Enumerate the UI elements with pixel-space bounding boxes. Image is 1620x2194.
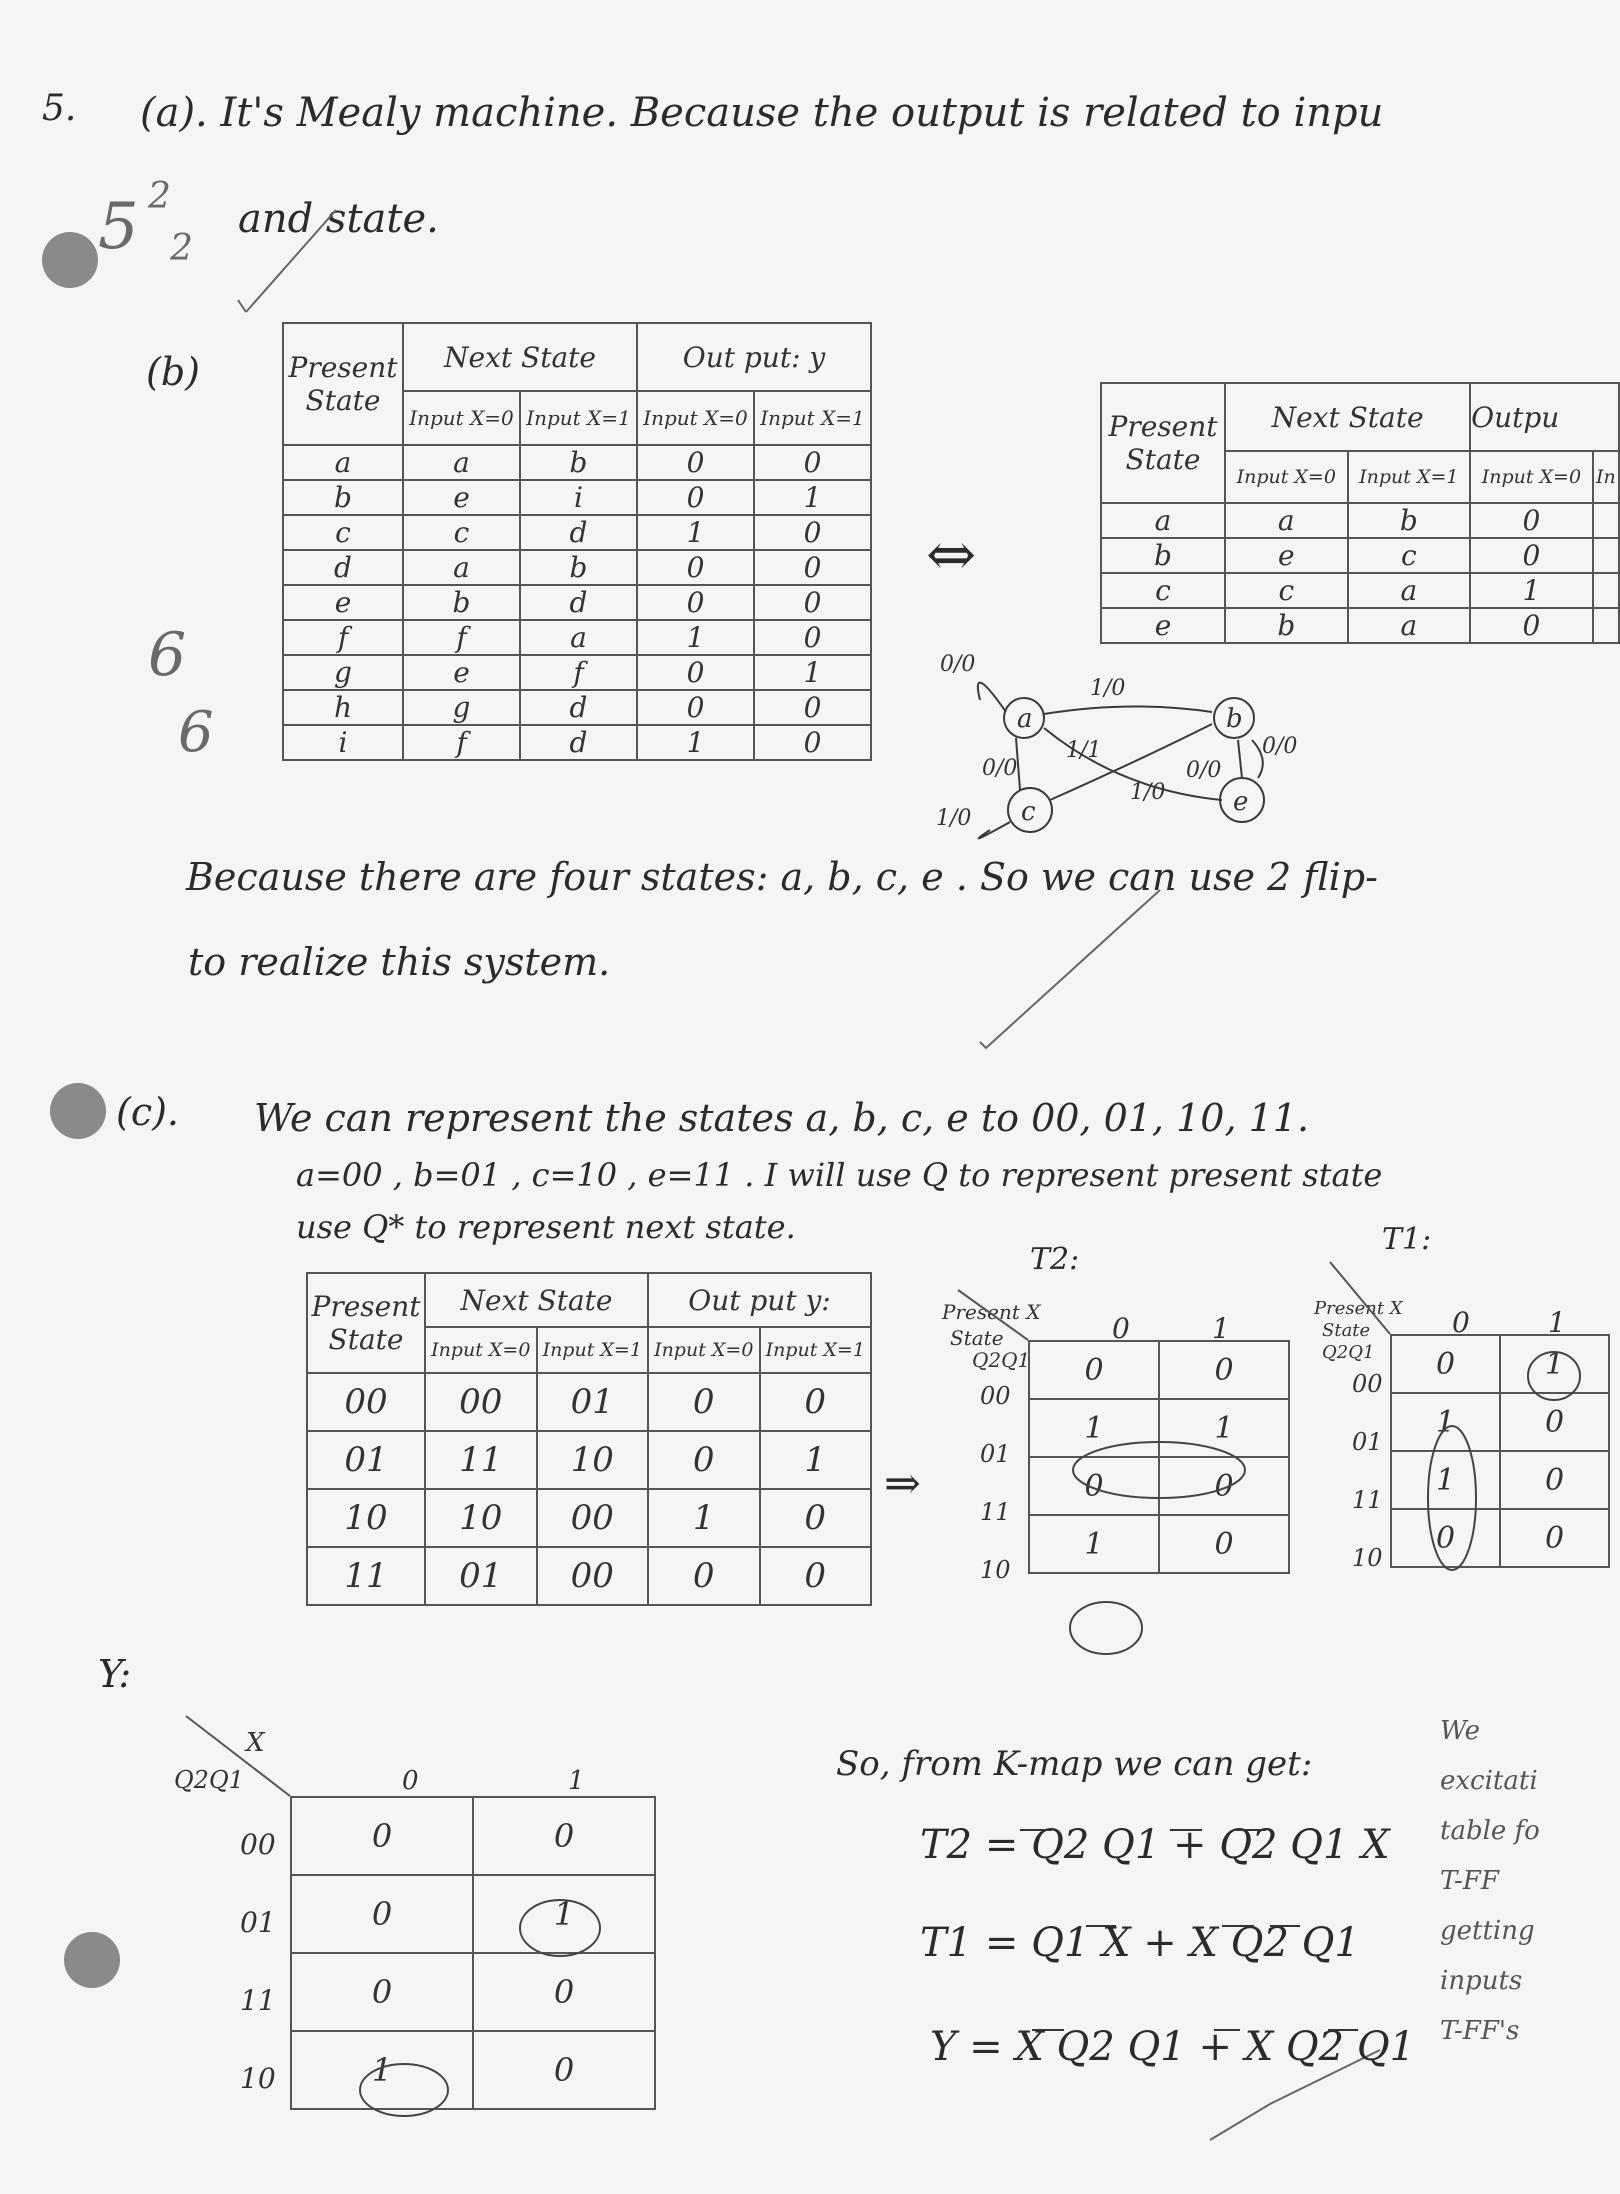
header-output-x1-reduced: In [1593, 451, 1619, 503]
t2-kmap-row [1029, 1515, 1289, 1573]
state-table-reduced-cell [1593, 538, 1619, 573]
equation-t2 [920, 1822, 1390, 1868]
equivalence-arrow: ⇔ [926, 520, 977, 590]
state-table-original-cell: 0 [754, 585, 871, 620]
state-table-original-row [283, 445, 871, 480]
equation-t1 [920, 1920, 1360, 1966]
part-b-score-den: 6 [178, 700, 214, 765]
part-b-conclusion-line1: Because there are four states: a, b, c, e . So we can use 2 flip- [186, 855, 1378, 899]
t1-kmap-cell: 0 [1500, 1451, 1609, 1509]
state-table-encoded-cell: 1 [760, 1431, 872, 1489]
part-c-line2: a=00 , b=01 , c=10 , e=11 . I will use Q to represent present state [296, 1156, 1383, 1194]
t1-kmap-cell: 0 [1500, 1393, 1609, 1451]
node-label-a: a [1017, 704, 1033, 734]
y-kmap-cell: 0 [291, 1953, 473, 2031]
state-table-encoded-cell: 0 [648, 1547, 760, 1605]
state-table-original-cell: f [520, 655, 637, 690]
y-kmap-row-label: 01 [240, 1906, 276, 1939]
state-table-original-cell: g [403, 690, 520, 725]
t2-kmap-cell: 0 [1029, 1457, 1159, 1515]
side-note-line: T-FF's [1440, 2016, 1520, 2046]
t1-kmap-cell: 0 [1500, 1509, 1609, 1567]
state-table-reduced-row [1101, 538, 1619, 573]
state-table-reduced-cell: a [1348, 608, 1471, 643]
t1-corner-mid: State [1322, 1320, 1371, 1341]
state-node-b [1214, 698, 1254, 738]
state-table-original-cell: c [283, 515, 403, 550]
state-table-original-cell: h [283, 690, 403, 725]
state-table-reduced-cell [1593, 503, 1619, 538]
t2-kmap-cell: 0 [1159, 1457, 1289, 1515]
state-table-original-cell: e [283, 585, 403, 620]
node-label-c: c [1021, 797, 1036, 827]
state-table-original-row [283, 480, 871, 515]
y-kmap-cell: 0 [473, 1797, 655, 1875]
diagram-label-8: 1/0 [936, 806, 972, 831]
header-input-x1: Input X=1 [520, 391, 637, 445]
y-kmap-cell: 1 [473, 1875, 655, 1953]
state-table-reduced-row [1101, 503, 1619, 538]
header-input-x0-encoded: Input X=0 [425, 1327, 537, 1373]
binder-hole-top [42, 232, 98, 288]
y-kmap-cell: 0 [291, 1797, 473, 1875]
y-kmap-row-label: 10 [240, 2062, 276, 2095]
state-table-original-cell: 0 [637, 655, 754, 690]
t2-kmap-cell: 0 [1159, 1341, 1289, 1399]
t1-kmap-row [1391, 1509, 1609, 1567]
state-table-original-row [283, 690, 871, 725]
state-table-original-cell: i [283, 725, 403, 760]
state-table-original-cell: e [403, 480, 520, 515]
t1-kmap-cell: 1 [1391, 1451, 1500, 1509]
state-table-reduced-cell: b [1348, 503, 1471, 538]
t1-col-1: 1 [1548, 1306, 1566, 1339]
header-output-reduced: Outpu [1470, 383, 1619, 451]
state-table-original-cell: d [520, 690, 637, 725]
node-label-e: e [1233, 787, 1249, 817]
state-node-c [1008, 788, 1052, 832]
header-input-x0: Input X=0 [403, 391, 520, 445]
state-table-original-cell: b [403, 585, 520, 620]
edge-b-e [1238, 740, 1242, 778]
header-output-x0-encoded: Input X=0 [648, 1327, 760, 1373]
header-next-state: Next State [403, 323, 637, 391]
state-table-encoded-cell: 0 [648, 1373, 760, 1431]
t2-kmap-cell: 0 [1029, 1341, 1159, 1399]
header-output-x1-encoded: Input X=1 [760, 1327, 872, 1373]
state-table-original-row [283, 550, 871, 585]
edge-a-b [1044, 706, 1212, 714]
t1-kmap-row [1391, 1451, 1609, 1509]
state-table-reduced-cell: 0 [1470, 608, 1593, 643]
t2-col-1: 1 [1212, 1312, 1230, 1345]
state-table-encoded-cell: 11 [425, 1431, 537, 1489]
diagram-label-2: 1/0 [1090, 676, 1126, 701]
y-kmap-title: Y: [98, 1652, 132, 1696]
side-note-line: excitati [1440, 1766, 1538, 1796]
y-kmap-cell: 0 [473, 1953, 655, 2031]
t2-grouping-10 [1070, 1602, 1142, 1654]
side-note-line: T-FF [1440, 1866, 1499, 1896]
y-corner-q: Q2Q1 [174, 1766, 244, 1794]
t2-kmap [1028, 1340, 1290, 1574]
state-table-encoded-cell: 00 [537, 1489, 649, 1547]
state-table-encoded-cell: 00 [307, 1373, 425, 1431]
state-table-original-cell: f [283, 620, 403, 655]
state-table-original-row [283, 655, 871, 690]
state-table-original-row [283, 515, 871, 550]
part-a-answer-line1: (a). It's Mealy machine. Because the output is related to inpu [140, 90, 1384, 136]
state-table-reduced-cell: 0 [1470, 503, 1593, 538]
y-corner-x: X [246, 1728, 265, 1758]
t2-kmap-cell: 1 [1029, 1399, 1159, 1457]
self-loop-c [979, 822, 1010, 838]
state-table-encoded-cell: 10 [537, 1431, 649, 1489]
state-table-original-cell: 0 [754, 515, 871, 550]
state-table-original-row [283, 620, 871, 655]
t2-kmap-row [1029, 1399, 1289, 1457]
t2-kmap-title: T2: [1030, 1242, 1080, 1277]
state-table-original-cell: b [520, 445, 637, 480]
state-table-encoded-row [307, 1489, 871, 1547]
state-table-reduced [1100, 382, 1620, 644]
state-table-reduced-cell: a [1348, 573, 1471, 608]
equation-y [930, 2024, 1415, 2070]
diagram-label-7: 0/0 [1262, 734, 1298, 759]
state-table-original-cell: f [403, 620, 520, 655]
binder-hole-bottom [64, 1932, 120, 1988]
equation-t2-lhs: T2 = [920, 1822, 1019, 1868]
state-table-reduced-cell: b [1101, 538, 1225, 573]
diagram-label-6: 0/0 [1186, 758, 1222, 783]
state-table-reduced-cell: e [1225, 538, 1348, 573]
state-table-original-cell: c [403, 515, 520, 550]
self-loop-a [978, 683, 1006, 712]
state-table-original-cell: 1 [637, 725, 754, 760]
state-table-original-cell: a [403, 550, 520, 585]
side-note-line: getting [1440, 1916, 1535, 1946]
state-table-original-cell: a [403, 445, 520, 480]
side-note-line: inputs [1440, 1966, 1523, 1996]
part-b-conclusion-line2: to realize this system. [188, 940, 611, 984]
state-table-encoded-cell: 10 [307, 1489, 425, 1547]
state-table-original-cell: d [520, 725, 637, 760]
side-note-line: We [1440, 1716, 1480, 1746]
state-table-original-cell: 1 [637, 620, 754, 655]
state-table-encoded-row [307, 1547, 871, 1605]
state-table-original-cell: d [520, 585, 637, 620]
t2-kmap-row-label: 00 [980, 1382, 1011, 1410]
state-table-original-cell: f [403, 725, 520, 760]
state-table-original-row [283, 585, 871, 620]
state-table-original-cell: d [283, 550, 403, 585]
state-table-encoded-cell: 10 [425, 1489, 537, 1547]
state-table-original-cell: 0 [754, 550, 871, 585]
header-present-state: Present State [283, 323, 403, 445]
t2-kmap-cell: 1 [1029, 1515, 1159, 1573]
header-output-encoded: Out put y: [648, 1273, 871, 1327]
t1-kmap-row-label: 00 [1352, 1370, 1383, 1398]
state-table-reduced-cell [1593, 608, 1619, 643]
y-kmap-row [291, 1875, 655, 1953]
state-table-reduced-cell [1593, 573, 1619, 608]
equation-t1-rhs: Q1 X + X Q2 Q1 [1031, 1920, 1360, 1966]
t1-kmap-row-label: 10 [1352, 1544, 1383, 1572]
state-table-original-cell: 0 [754, 690, 871, 725]
check-mark-b [980, 890, 1160, 1048]
part-c-line3: use Q* to represent next state. [296, 1208, 796, 1246]
t2-kmap-row-label: 11 [980, 1498, 1011, 1526]
header-input-x1-encoded: Input X=1 [537, 1327, 649, 1373]
question-number: 5. [42, 88, 77, 129]
state-table-encoded-cell: 00 [425, 1373, 537, 1431]
part-a-score-num: 2 [148, 176, 171, 217]
part-b-label: (b) [146, 350, 200, 394]
state-node-a [1004, 698, 1044, 738]
state-table-encoded-cell: 01 [307, 1431, 425, 1489]
t2-corner-mid: State [950, 1326, 1004, 1350]
state-table-encoded-cell: 0 [648, 1431, 760, 1489]
state-table-original-cell: 0 [637, 445, 754, 480]
t1-corner-bot: Q2Q1 [1322, 1342, 1375, 1363]
state-table-original-cell: g [283, 655, 403, 690]
y-kmap-row-label: 00 [240, 1828, 276, 1861]
part-a-answer-line2: and state. [238, 196, 439, 242]
state-table-reduced-cell: c [1101, 573, 1225, 608]
t1-kmap-row-label: 11 [1352, 1486, 1383, 1514]
header-output-x0: Input X=0 [637, 391, 754, 445]
state-table-encoded [306, 1272, 872, 1606]
t2-col-0: 0 [1112, 1312, 1130, 1345]
state-table-original-cell: b [520, 550, 637, 585]
header-output: Out put: y [637, 323, 871, 391]
state-table-original-cell: b [283, 480, 403, 515]
y-kmap-cell: 0 [473, 2031, 655, 2109]
state-table-original-cell: i [520, 480, 637, 515]
t2-kmap-row [1029, 1457, 1289, 1515]
part-c-line1: We can represent the states a, b, c, e to 00, 01, 10, 11. [254, 1096, 1310, 1140]
y-kmap-row [291, 1953, 655, 2031]
header-output-x0-reduced: Input X=0 [1470, 451, 1593, 503]
state-table-encoded-cell: 00 [537, 1547, 649, 1605]
t2-kmap-row-label: 10 [980, 1556, 1011, 1584]
t1-kmap-row [1391, 1335, 1609, 1393]
t1-kmap-cell: 1 [1391, 1393, 1500, 1451]
state-table-original-cell: 0 [637, 550, 754, 585]
state-table-reduced-cell: 0 [1470, 538, 1593, 573]
header-input-x0-reduced: Input X=0 [1225, 451, 1348, 503]
state-table-reduced-cell: a [1101, 503, 1225, 538]
state-table-original-cell: 0 [637, 690, 754, 725]
t2-kmap-cell: 1 [1159, 1399, 1289, 1457]
t1-kmap-title: T1: [1382, 1222, 1432, 1257]
state-table-original-cell: 1 [637, 515, 754, 550]
state-table-encoded-cell: 0 [760, 1373, 872, 1431]
diagram-label-5: 1/1 [1066, 738, 1102, 763]
state-table-original-cell: a [283, 445, 403, 480]
t1-col-0: 0 [1452, 1306, 1470, 1339]
state-table-reduced-cell: e [1101, 608, 1225, 643]
y-kmap-cell: 0 [291, 1875, 473, 1953]
t2-kmap-row [1029, 1341, 1289, 1399]
state-table-original-cell: 0 [754, 445, 871, 480]
state-table-encoded-cell: 01 [425, 1547, 537, 1605]
state-table-original-row [283, 725, 871, 760]
state-node-e [1220, 778, 1264, 822]
side-note-line: table fo [1440, 1816, 1540, 1846]
header-present-state-encoded: Present State [307, 1273, 425, 1373]
state-table-original-cell: e [403, 655, 520, 690]
state-table-original [282, 322, 872, 761]
implies-arrow: ⇒ [884, 1458, 921, 1509]
header-next-state-reduced: Next State [1225, 383, 1470, 451]
y-col-1: 1 [568, 1766, 585, 1796]
binder-hole-middle [50, 1083, 106, 1139]
state-table-original-cell: 0 [754, 620, 871, 655]
y-kmap-row [291, 1797, 655, 1875]
t1-kmap-row-label: 01 [1352, 1428, 1383, 1456]
t1-corner-top: Present X [1314, 1298, 1403, 1319]
t1-kmap-cell: 0 [1391, 1509, 1500, 1567]
equation-y-rhs: X Q2 Q1 + X Q2 Q1 [1015, 2024, 1416, 2070]
y-kmap-row [291, 2031, 655, 2109]
part-a-score-den: 2 [170, 228, 193, 269]
state-table-reduced-row [1101, 608, 1619, 643]
y-kmap [290, 1796, 656, 2110]
state-table-encoded-cell: 11 [307, 1547, 425, 1605]
part-c-label: (c). [116, 1090, 180, 1134]
state-table-encoded-cell: 0 [760, 1547, 872, 1605]
state-table-reduced-cell: b [1225, 608, 1348, 643]
t1-kmap-cell: 1 [1500, 1335, 1609, 1393]
state-table-original-cell: 1 [754, 655, 871, 690]
header-output-x1: Input X=1 [754, 391, 871, 445]
equation-t1-lhs: T1 = [920, 1920, 1019, 1966]
t2-kmap-cell: 0 [1159, 1515, 1289, 1573]
state-table-reduced-cell: c [1348, 538, 1471, 573]
state-table-encoded-row [307, 1431, 871, 1489]
state-table-original-cell: a [520, 620, 637, 655]
state-table-original-cell: 0 [754, 725, 871, 760]
result-intro: So, from K-map we can get: [836, 1744, 1313, 1784]
header-present-state-reduced: Present State [1101, 383, 1225, 503]
header-next-state-encoded: Next State [425, 1273, 648, 1327]
state-table-encoded-cell: 01 [537, 1373, 649, 1431]
state-table-encoded-cell: 1 [648, 1489, 760, 1547]
state-table-reduced-cell: a [1225, 503, 1348, 538]
state-table-encoded-cell: 0 [760, 1489, 872, 1547]
header-input-x1-reduced: Input X=1 [1348, 451, 1471, 503]
t2-kmap-row-label: 01 [980, 1440, 1011, 1468]
state-table-reduced-row [1101, 573, 1619, 608]
t1-kmap [1390, 1334, 1610, 1568]
diagram-label-4: 1/0 [1130, 780, 1166, 805]
state-table-reduced-cell: c [1225, 573, 1348, 608]
diagram-label-1: 0/0 [940, 652, 976, 677]
t1-kmap-cell: 0 [1391, 1335, 1500, 1393]
part-a-score: 5 [98, 190, 139, 264]
part-b-score-num: 6 [148, 620, 187, 690]
t2-corner-top: Present X [942, 1300, 1041, 1324]
diagram-label-3: 0/0 [982, 756, 1018, 781]
equation-y-lhs: Y = [930, 2024, 1003, 2070]
state-table-original-cell: 1 [754, 480, 871, 515]
state-table-encoded-row [307, 1373, 871, 1431]
y-kmap-row-label: 11 [240, 1984, 276, 2017]
state-table-original-cell: 0 [637, 585, 754, 620]
t1-kmap-row [1391, 1393, 1609, 1451]
state-table-original-cell: d [520, 515, 637, 550]
t2-corner-bot: Q2Q1 [972, 1348, 1031, 1372]
state-table-reduced-cell: 1 [1470, 573, 1593, 608]
equation-t2-rhs: Q2 Q1 + Q2 Q1 X [1031, 1822, 1390, 1868]
node-label-b: b [1226, 704, 1243, 734]
y-col-0: 0 [402, 1766, 419, 1796]
state-table-original-cell: 0 [637, 480, 754, 515]
y-kmap-cell: 1 [291, 2031, 473, 2109]
